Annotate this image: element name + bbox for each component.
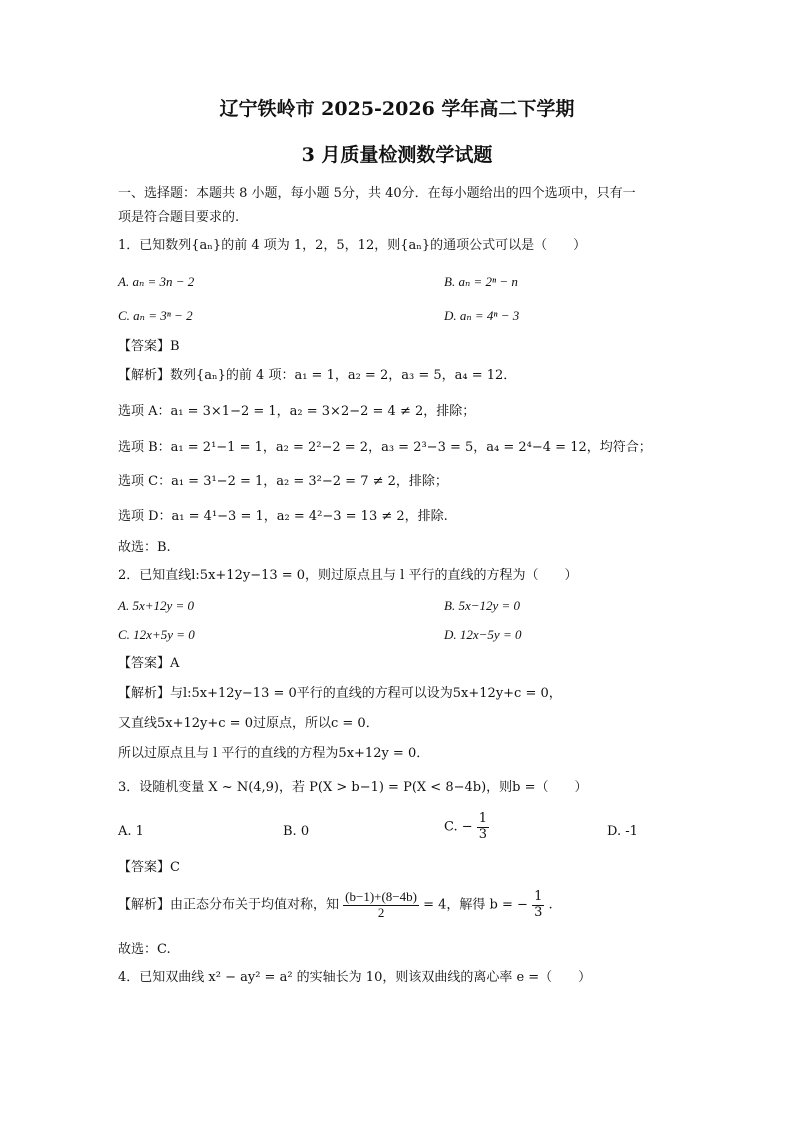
q2-answer: 【答案】A [118, 656, 180, 671]
q3-analysis-middle: = 4，解得 b = − [423, 897, 528, 913]
q1-conclusion: 故选：B. [118, 540, 171, 555]
q3-stem: 3．设随机变量 X ~ N(4,9)，若 P(X > b−1) = P(X < 8−4b)，则b =（ ） [118, 780, 588, 795]
q2-analysis-line-2: 又直线5x+12y+c = 0过原点，所以c = 0． [118, 716, 379, 731]
q2-option-c: C. 12x+5y = 0 [118, 627, 195, 642]
q1-step-c: 选项 C：a₁ = 3¹−2 = 1，a₂ = 3²−2 = 7 ≠ 2，排除； [118, 474, 448, 489]
title-line-2: 3 月质量检测数学试题 [301, 144, 493, 166]
q3-analysis-fraction-2 [532, 890, 544, 921]
q2-option-b: B. 5x−12y = 0 [444, 598, 521, 613]
q3-option-c [444, 812, 489, 843]
q1-answer: 【答案】B [118, 339, 180, 354]
q1-step-b: 选项 B：a₁ = 2¹−1 = 1，a₂ = 2²−2 = 2，a₃ = 2³−3 = 5，a₄ = 2⁴−4 = 12，均符合； [118, 440, 652, 455]
fraction-denominator: 3 [478, 826, 488, 842]
q1-option-b: B. aₙ = 2ⁿ − n [444, 274, 518, 289]
q3-option-d: D. -1 [607, 824, 638, 839]
q1-analysis: 【解析】数列{aₙ}的前 4 项：a₁ = 1，a₂ = 2，a₃ = 5，a₄ = 12． [118, 368, 517, 383]
q3-analysis [118, 890, 553, 921]
q2-analysis-line-3: 所以过原点且与 l 平行的直线的方程为5x+12y = 0． [118, 746, 430, 761]
q3-option-c-fraction [477, 812, 489, 843]
q3-analysis-end: . [548, 897, 553, 913]
q1-stem: 1．已知数列{aₙ}的前 4 项为 1，2，5，12，则{aₙ}的通项公式可以是（ ） [118, 238, 587, 253]
q2-stem: 2．已知直线l:5x+12y−13 = 0，则过原点且与 l 平行的直线的方程为（ ） [118, 568, 578, 583]
fraction-denominator: 2 [377, 904, 385, 920]
q3-option-c-prefix: C. − [444, 819, 473, 835]
q3-conclusion: 故选：C. [118, 942, 171, 957]
title-line-1: 辽宁铁岭市 2025-2026 学年高二下学期 [219, 98, 575, 120]
q1-option-c: C. aₙ = 3ⁿ − 2 [118, 308, 193, 323]
q3-analysis-fraction [343, 890, 419, 921]
q3-option-b: B. 0 [283, 824, 310, 839]
q1-step-d: 选项 D：a₁ = 4¹−3 = 1，a₂ = 4²−3 = 13 ≠ 2，排除. [118, 509, 448, 524]
section-heading-line-2: 项是符合题目要求的. [118, 210, 240, 225]
q1-option-d: D. aₙ = 4ⁿ − 3 [444, 308, 520, 323]
q2-option-d: D. 12x−5y = 0 [444, 627, 522, 642]
q4-stem: 4．已知双曲线 x² − ay² = a² 的实轴长为 10，则该双曲线的离心率 e =（ ） [118, 970, 592, 985]
q3-answer: 【答案】C [118, 860, 180, 875]
fraction-numerator: 1 [478, 811, 488, 826]
fraction-numerator: (b−1)+(8−4b) [345, 889, 417, 904]
q1-step-a: 选项 A：a₁ = 3×1−2 = 1，a₂ = 3×2−2 = 4 ≠ 2，排除； [118, 404, 476, 419]
section-heading-line-1: 一、选择题：本题共 8 小题，每小题 5分，共 40分．在每小题给出的四个选项中，只有一 [118, 186, 636, 201]
q1-option-a: A. aₙ = 3n − 2 [118, 274, 195, 289]
q3-option-a: A. 1 [118, 824, 144, 839]
q3-analysis-prefix: 【解析】由正态分布关于均值对称，知 [118, 897, 340, 913]
q2-analysis: 【解析】与l:5x+12y−13 = 0平行的直线的方程可以设为5x+12y+c = 0， [118, 686, 562, 701]
fraction-numerator: 1 [534, 889, 543, 904]
fraction-denominator: 3 [534, 904, 543, 920]
q2-option-a: A. 5x+12y = 0 [118, 598, 195, 613]
